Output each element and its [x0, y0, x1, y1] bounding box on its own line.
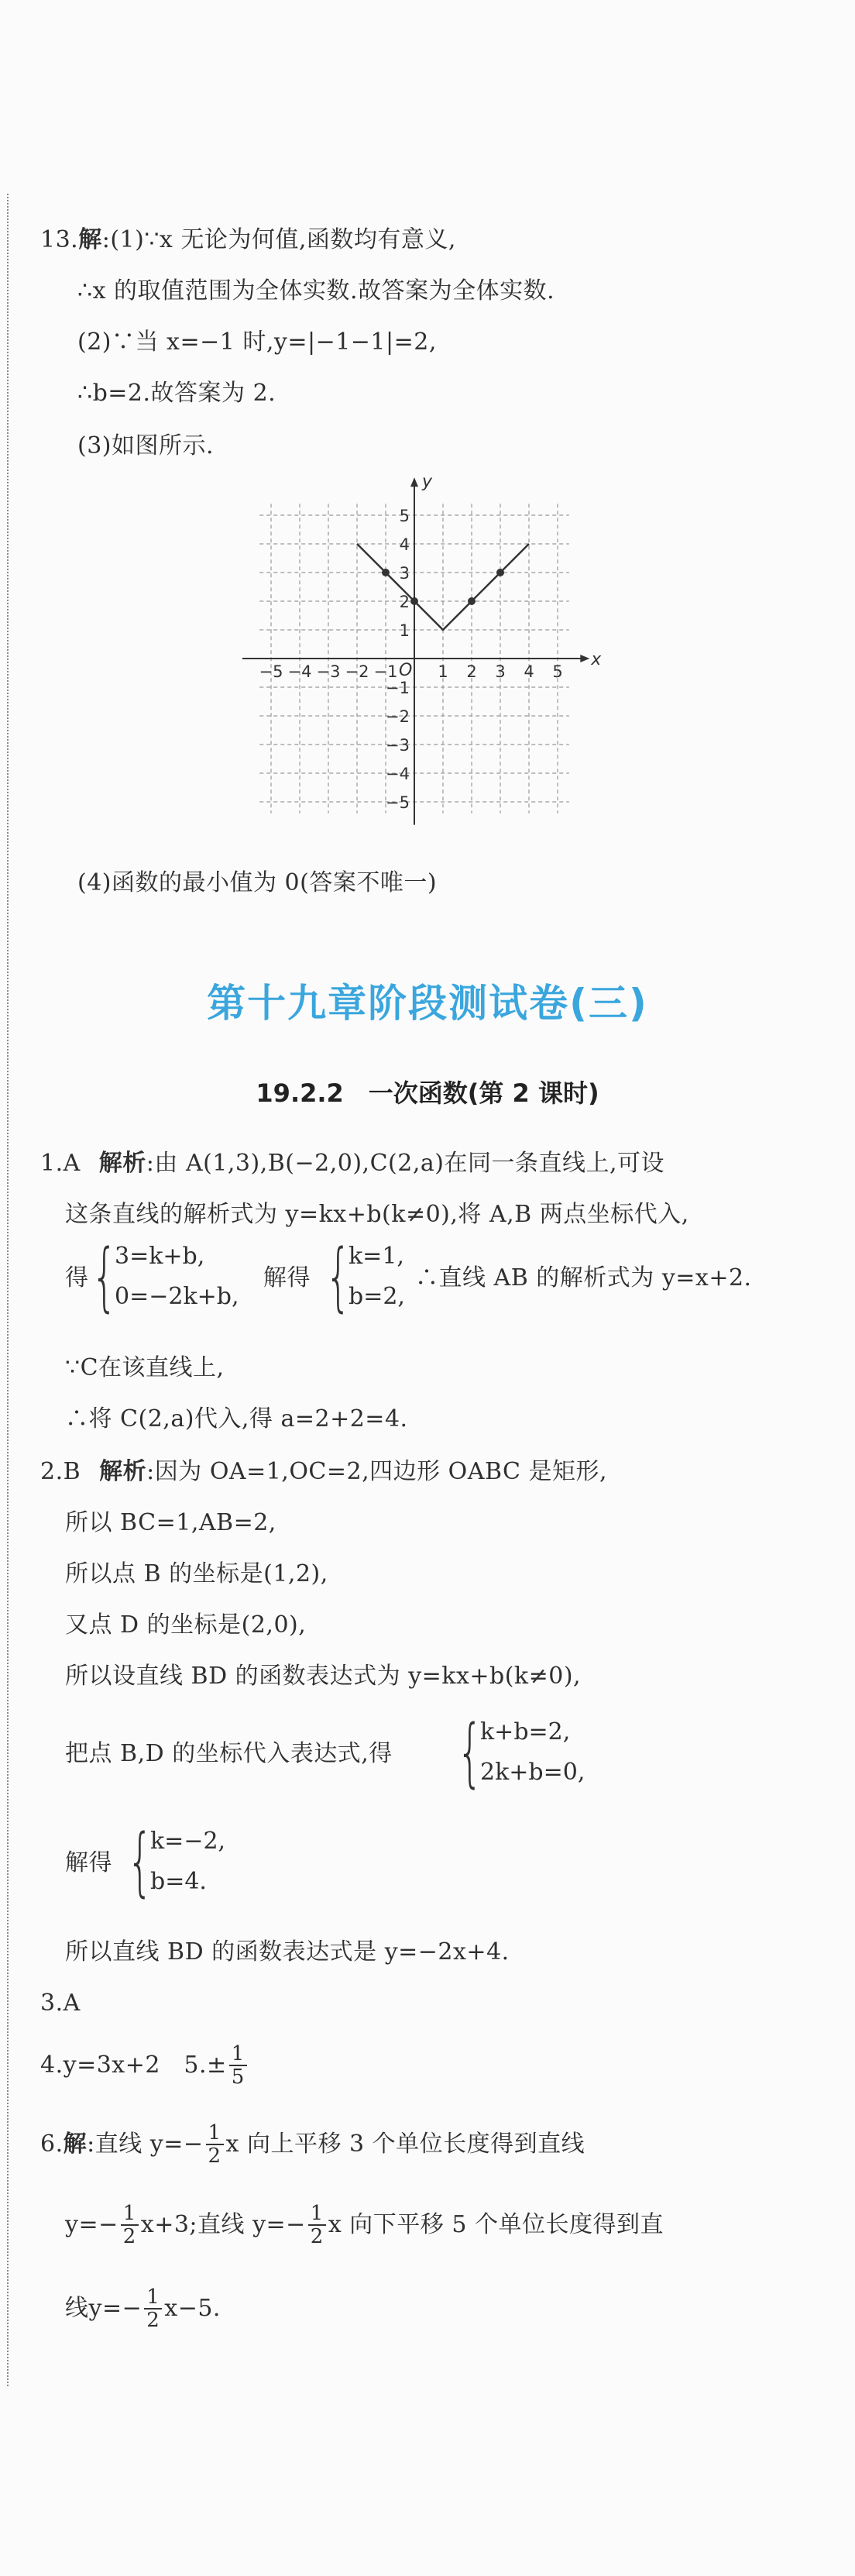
q2-sys1-eq1: k+b=2,: [480, 1718, 571, 1745]
q1-system-1: [91, 1233, 239, 1320]
fraction-one-half: [308, 2203, 326, 2248]
fraction-denominator: 2: [146, 2309, 160, 2332]
q6-text-2b: x+3;直线 y=−: [140, 2211, 306, 2238]
q2-text-1: :因为 OA=1,OC=2,四边形 OABC 是矩形,: [146, 1458, 608, 1485]
q1-sys2-eq2: b=2,: [349, 1283, 405, 1310]
q1-sys1-eq1: 3=k+b,: [115, 1243, 205, 1270]
y-tick-label: −1: [386, 679, 410, 697]
y-tick-label: 3: [399, 564, 410, 583]
x-tick-label: −1: [373, 662, 398, 681]
q13-line-1: [40, 225, 456, 256]
fraction-numerator: 1: [144, 2286, 162, 2309]
q6-text-1b: x 向上平移 3 个单位长度得到直线: [225, 2131, 585, 2158]
q13-line-4: ∴b=2.故答案为 2.: [77, 380, 276, 407]
q1-text-1: :由 A(1,3),B(−2,0),C(2,a)在同一条直线上,可设: [146, 1150, 665, 1177]
q4-q5-text: 4.y=3x+2 5.±: [40, 2052, 227, 2079]
q2-system-2: [127, 1818, 226, 1905]
x-tick-label: 4: [524, 662, 534, 681]
q13-line-5: (3)如图所示.: [77, 432, 215, 459]
q1-de: 得: [65, 1264, 89, 1291]
left-dotted-margin-line: [7, 194, 12, 2386]
brace-symbol: {: [457, 1709, 483, 1796]
origin-label: O: [399, 661, 413, 680]
q2-line-8: 所以直线 BD 的函数表达式是 y=−2x+4.: [65, 1938, 510, 1966]
q2-line-5: 所以设直线 BD 的函数表达式为 y=kx+b(k≠0),: [65, 1663, 582, 1690]
x-tick-label: −5: [259, 662, 283, 681]
q1-line-4: ∵C在该直线上,: [65, 1354, 225, 1381]
q6-text-1a: :直线 y=−: [87, 2131, 204, 2158]
x-tick-label: 1: [438, 662, 448, 681]
q2-line-3: 所以点 B 的坐标是(1,2),: [65, 1560, 328, 1587]
fraction-denominator: 5: [231, 2065, 245, 2089]
q1-line-5: ∴将 C(2,a)代入,得 a=2+2=4.: [65, 1405, 408, 1432]
q1-sys2-eq1: k=1,: [349, 1243, 404, 1270]
x-axis-arrow: [580, 655, 589, 662]
marked-point: [382, 569, 390, 576]
q1-jiexi-label: 解析: [98, 1150, 146, 1177]
fraction-denominator: 2: [208, 2144, 221, 2168]
x-tick-label: 3: [495, 662, 506, 681]
q3-line: 3.A: [40, 1990, 81, 2017]
y-tick-label: 4: [399, 535, 410, 554]
q2-line-6: 把点 B,D 的坐标代入表达式,得: [65, 1740, 393, 1767]
y-tick-label: 5: [399, 507, 410, 525]
fraction-one-half: [206, 2122, 224, 2167]
fraction-numerator: 1: [206, 2122, 224, 2145]
fraction-one-half: [121, 2203, 139, 2248]
q13-line-6: (4)函数的最小值为 0(答案不唯一): [77, 869, 438, 896]
marked-point: [410, 597, 418, 605]
x-tick-label: 5: [552, 662, 563, 681]
q1-number: 1.A: [40, 1150, 81, 1177]
q6-text-3b: x−5.: [164, 2295, 221, 2322]
q1-conclusion: ∴直线 AB 的解析式为 y=x+2.: [415, 1264, 752, 1291]
fraction-one-half: [144, 2286, 162, 2331]
q6-line-1: [40, 2120, 585, 2169]
q2-system-1: [457, 1709, 585, 1796]
q4-q5-line: [40, 2042, 249, 2089]
q13-jie-label: 解: [78, 226, 102, 253]
q6-line-3: [65, 2284, 221, 2334]
q6-text-2c: x 向下平移 5 个单位长度得到直: [328, 2211, 664, 2238]
y-tick-label: 1: [399, 621, 410, 640]
q2-sys2-eq1: k=−2,: [150, 1828, 226, 1855]
q13-line-3: (2)∵当 x=−1 时,y=|−1−1|=2,: [77, 328, 437, 356]
q2-number: 2.B: [40, 1458, 81, 1485]
marked-point: [468, 597, 476, 605]
x-tick-label: −3: [316, 662, 341, 681]
q2-sys1-eq2: 2k+b=0,: [480, 1759, 585, 1786]
brace-symbol: {: [91, 1233, 118, 1320]
q13-line-2: ∴x 的取值范围为全体实数.故答案为全体实数.: [77, 277, 555, 304]
marked-point: [496, 569, 504, 576]
y-axis-arrow: [410, 477, 418, 487]
y-tick-label: −5: [386, 793, 410, 812]
x-tick-label: 2: [466, 662, 477, 681]
x-axis-label: x: [591, 650, 602, 669]
brace-symbol: {: [325, 1233, 352, 1320]
q13-text-1: :(1)∵x 无论为何值,函数均有意义,: [101, 226, 456, 253]
q2-line-1: [40, 1457, 607, 1487]
q1-jiede: 解得: [263, 1264, 311, 1291]
q13-number: 13.: [40, 226, 79, 253]
y-tick-label: −4: [386, 765, 410, 783]
q2-jiede: 解得: [65, 1849, 112, 1876]
brace-symbol: {: [127, 1818, 153, 1905]
q6-number: 6.: [40, 2131, 64, 2158]
q6-line-2: [65, 2200, 664, 2250]
chapter-title: 第十九章阶段测试卷(三): [207, 981, 648, 1026]
function-graph: [248, 472, 604, 844]
y-axis-label: y: [422, 472, 433, 492]
y-tick-label: 2: [399, 593, 410, 611]
fraction-denominator: 2: [310, 2225, 324, 2248]
fraction-numerator: 1: [229, 2043, 247, 2066]
section-title: 19.2.2 一次函数(第 2 课时): [256, 1078, 599, 1108]
x-tick-label: −4: [287, 662, 312, 681]
q2-sys2-eq2: b=4.: [150, 1868, 207, 1895]
q1-line-1: [40, 1148, 664, 1179]
y-tick-label: −2: [386, 707, 410, 726]
fraction-numerator: 1: [308, 2203, 326, 2226]
q2-line-4: 又点 D 的坐标是(2,0),: [65, 1611, 307, 1639]
q6-text-3a: 线y=−: [65, 2295, 142, 2322]
q1-line-2: 这条直线的解析式为 y=kx+b(k≠0),将 A,B 两点坐标代入,: [65, 1201, 689, 1228]
q2-jiexi-label: 解析: [99, 1458, 147, 1485]
q1-sys1-eq2: 0=−2k+b,: [115, 1283, 239, 1310]
fraction-one-fifth: [229, 2043, 247, 2088]
x-tick-label: −2: [345, 662, 369, 681]
q6-jie-label: 解: [63, 2131, 88, 2158]
q6-text-2a: y=−: [65, 2211, 118, 2238]
q1-system-2: [325, 1233, 405, 1320]
fraction-numerator: 1: [121, 2203, 139, 2226]
fraction-denominator: 2: [122, 2225, 136, 2248]
q2-line-2: 所以 BC=1,AB=2,: [65, 1509, 276, 1536]
y-tick-label: −3: [386, 736, 410, 755]
